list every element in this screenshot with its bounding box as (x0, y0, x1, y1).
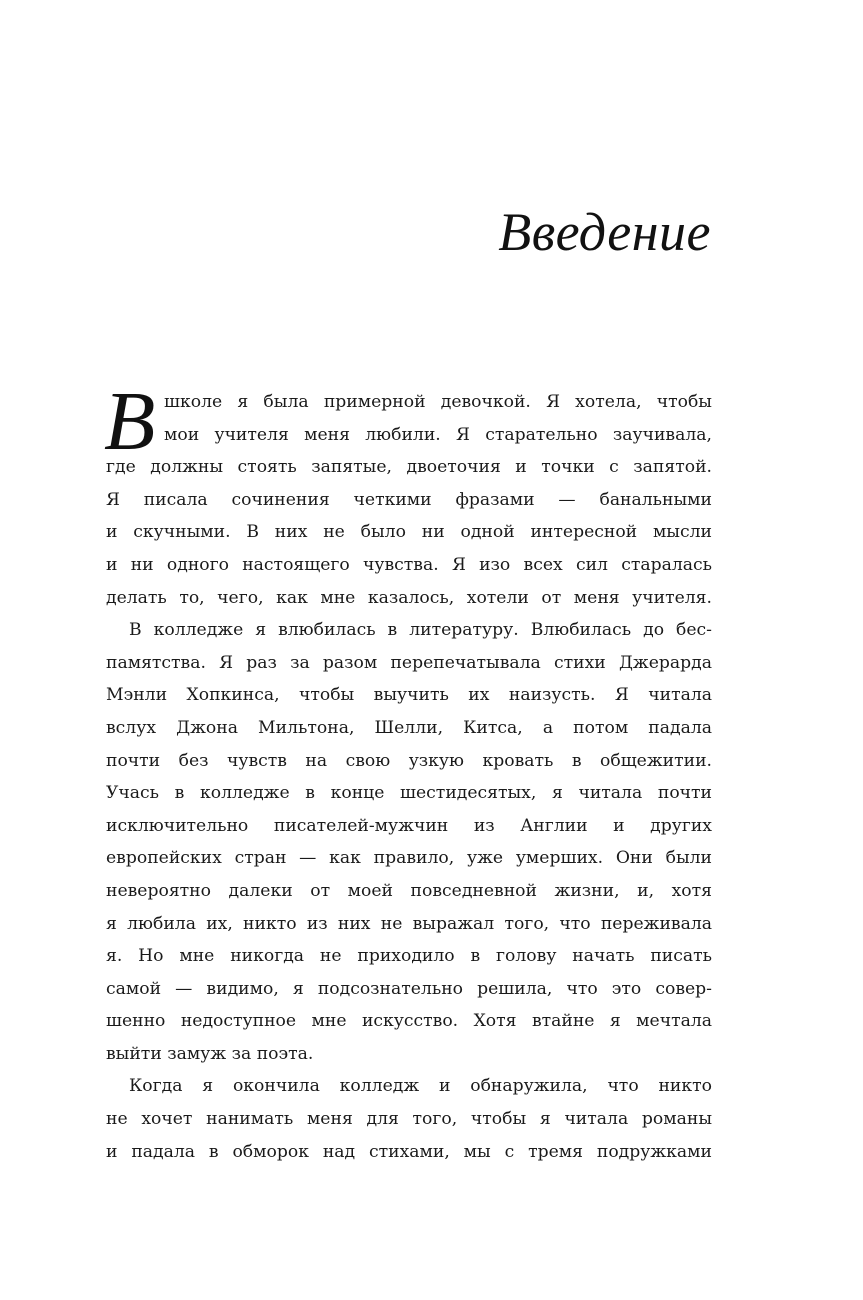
text-line: и падала в обморок над стихами, мы с тремя подружками (106, 1141, 712, 1162)
text-line: памятства. Я раз за разом перепечатывала стихи Джерарда (106, 652, 712, 673)
drop-cap: В (104, 375, 156, 468)
chapter-title: Введение (498, 202, 711, 262)
text-line: школе я была примерной девочкой. Я хотела, чтобы (164, 392, 712, 412)
text-line: делать то, чего, как мне казалось, хотели от меня учителя. (106, 587, 712, 608)
text-line: шенно недоступное мне искусство. Хотя втайне я мечтала (106, 1011, 712, 1032)
text-line: я. Но мне никогда не приходило в голову начать писать (106, 946, 712, 967)
text-line: Учась в колледже в конце шестидесятых, я читала почти (106, 783, 712, 804)
paragraph-1 (104, 375, 712, 614)
text-line: мои учителя меня любили. Я старательно заучивала, (164, 424, 712, 445)
text-line: Я писала сочинения четкими фразами — банальными (106, 489, 712, 510)
paragraph-3 (106, 1070, 712, 1168)
text-line: где должны стоять запятые, двоеточия и точки с запятой. (106, 457, 712, 478)
text-line: В колледже я влюбилась в литературу. Влюбилась до бес- (129, 620, 712, 641)
text-line: вслух Джона Мильтона, Шелли, Китса, а потом падала (106, 717, 712, 738)
text-line: почти без чувств на свою узкую кровать в общежитии. (106, 750, 712, 771)
text-line: и скучными. В них не было ни одной интересной мысли (106, 522, 712, 543)
text-line: Когда я окончила колледж и обнаружила, что никто (129, 1076, 712, 1097)
paragraph-2 (106, 614, 712, 1070)
text-line: невероятно далеки от моей повседневной жизни, и, хотя (106, 880, 712, 901)
text-line: исключительно писателей-мужчин из Англии и других (106, 815, 712, 836)
body-text (104, 375, 712, 1168)
text-line: Мэнли Хопкинса, чтобы выучить их наизусть. Я читала (106, 685, 712, 706)
text-line: и ни одного настоящего чувства. Я изо всех сил старалась (106, 554, 712, 575)
text-line: европейских стран — как правило, уже умерших. Они были (106, 848, 712, 869)
text-line: я любила их, никто из них не выражал того, что переживала (106, 913, 712, 934)
text-line: не хочет нанимать меня для того, чтобы я читала романы (106, 1109, 712, 1130)
text-line: самой — видимо, я подсознательно решила, что это совер- (106, 978, 712, 999)
text-line: выйти замуж за поэта. (106, 1043, 314, 1064)
